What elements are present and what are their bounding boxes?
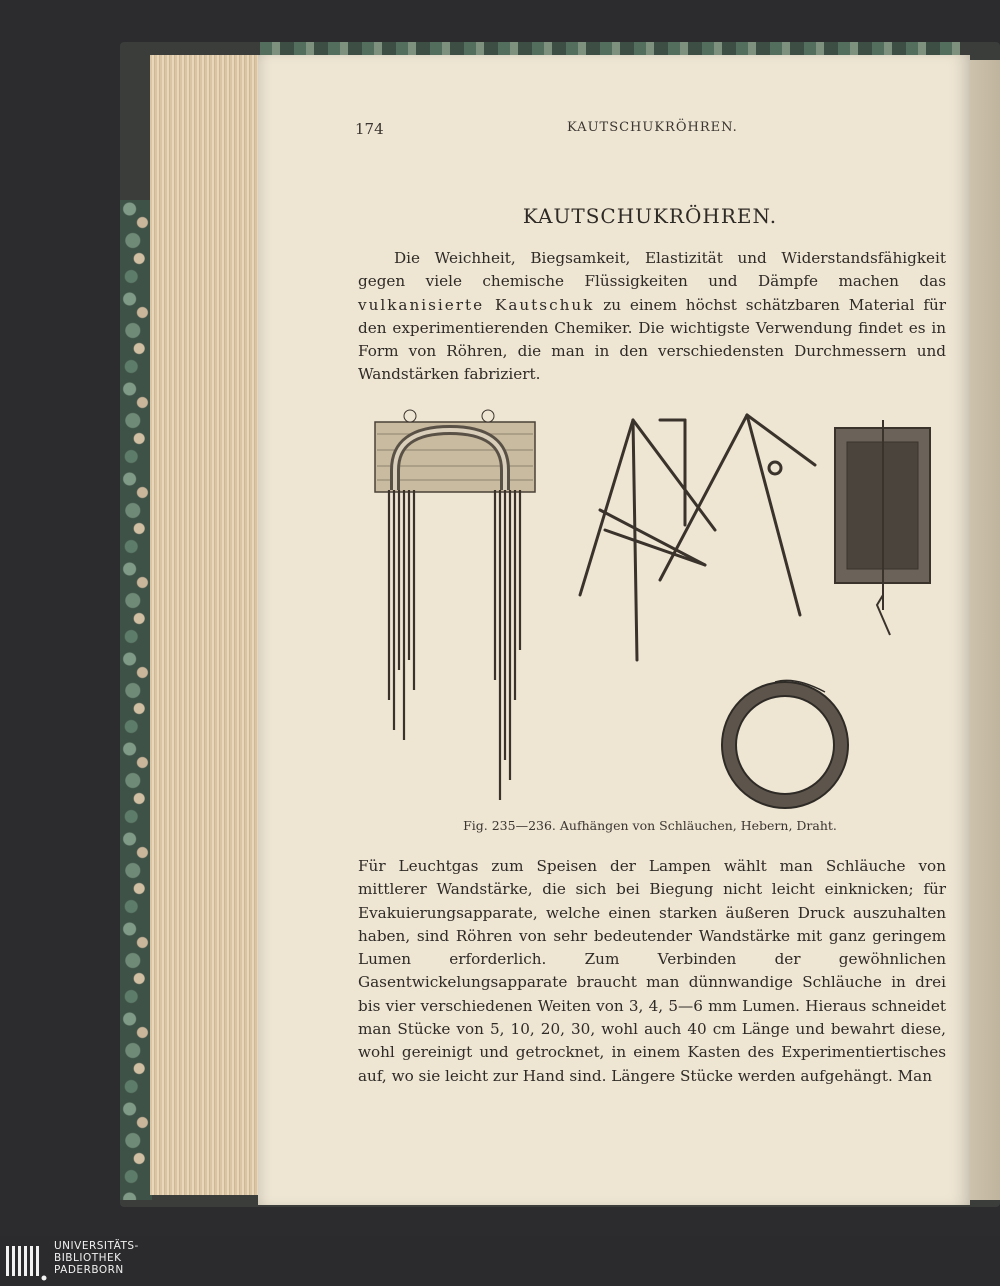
facing-page-edge: [966, 60, 1000, 1200]
framed-box-illustration: [835, 420, 930, 635]
paragraph-main: Für Leuchtgas zum Speisen der Lampen wählt man Schläuche von mittlerer Wandstärke, die sich bei Biegung nicht leicht einknicken; für Evakuierungsapparate, welche einen starken äußeren Druck auszuhalten haben, sind Röhren von sehr bedeutender Wandstärke mit ganz geringem Lumen erforderlich. Zum Verbinden der gewöhnlichen Gasentwickelungsapparate braucht man dünnwandige Schläuche in drei bis vier verschiedenen Weiten von 3, 4, 5—6 mm Lumen. Hieraus schneidet man Stücke von 5, 10, 20, 30, wohl auch 40 cm Länge und bewahrt diese, wohl gereinigt und getrocknet, in einem Kasten des Experimentiertisches auf, wo sie leicht zur Hand sind. Längere Stücke werden aufgehängt. Man: [358, 857, 946, 1085]
library-name-line3: PADERBORN: [54, 1264, 124, 1276]
siphon-rods-illustration: [580, 415, 815, 660]
library-logo-icon: [4, 1242, 48, 1282]
library-footer: [0, 1236, 1000, 1286]
hose-hanger-illustration: [375, 410, 535, 800]
page-number: 174: [355, 120, 384, 138]
running-title: KAUTSCHUKRÖHREN.: [567, 120, 738, 135]
paragraph-intro-text-b: zu einem höchst schätzbaren Material für den experimentierenden Chemiker. Die wichtigste Verwendung findet es in Form von Röhren, die man in den verschiedensten Durchmessern und Wandstärken fabriziert.: [358, 295, 946, 384]
library-name-line1: UNIVERSITÄTS-: [54, 1240, 139, 1252]
paragraph-intro-text-a: Die Weichheit, Biegsamkeit, Elastizität und Widerstandsfähigkeit gegen viele chemische Flüssigkeiten und Dämpfe machen das: [358, 249, 946, 291]
page-block-edges: [150, 55, 259, 1195]
figure-illustration: [355, 400, 955, 810]
marbled-edge-top: [260, 42, 960, 56]
library-name: [54, 1240, 139, 1276]
paragraph-intro-emphasis: vulkanisierte Kautschuk: [358, 295, 595, 314]
library-name-line2: BIBLIOTHEK: [54, 1252, 122, 1264]
paragraph-intro: [358, 247, 946, 387]
marbled-edge: [120, 200, 152, 1200]
wire-coil-illustration: [722, 680, 848, 808]
figure-caption: Fig. 235—236. Aufhängen von Schläuchen, Hebern, Draht.: [463, 818, 837, 833]
running-head: [355, 120, 945, 140]
chapter-title: KAUTSCHUKRÖHREN.: [522, 204, 778, 228]
